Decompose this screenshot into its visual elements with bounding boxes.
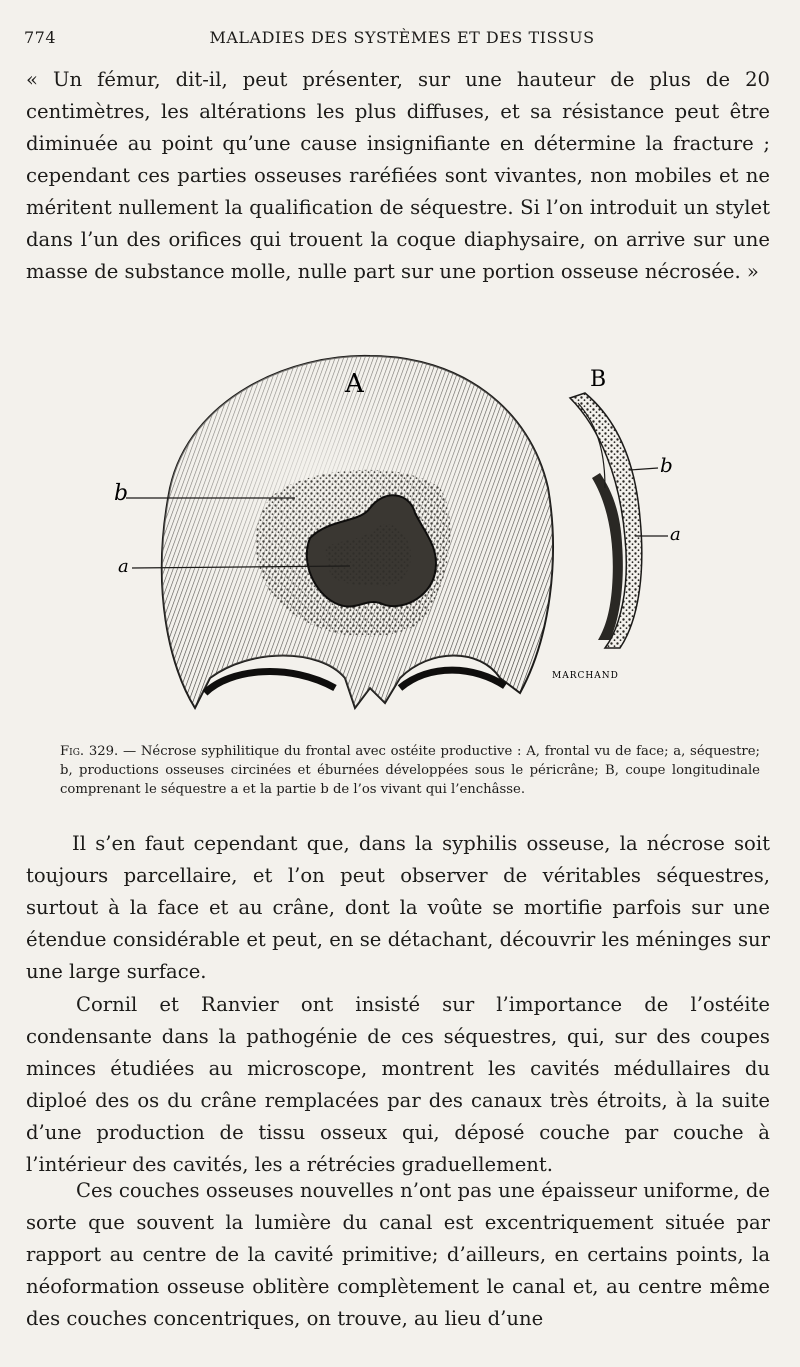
label-a-right: a	[670, 524, 681, 545]
figure-329-engraving	[100, 348, 720, 728]
frontal-bone-front-view	[162, 356, 553, 708]
paragraph-osseous-layers: Ces couches osseuses nouvelles n’ont pas une épaisseur uniforme, de sorte que souvent la lumière du canal est excentriquement située par rapport au centre de la cavité primitive; d’ailleurs, en certains points, la néoformation osseuse oblitère complètement le canal et, au centre même des couches concentriques, on trouve, au lieu d’une	[26, 1179, 770, 1330]
caption-text: — Nécrose syphilitique du frontal avec ostéite productive : A, frontal vu de face; a, séquestre; b, productions osseuses circinées et éburnées développées sous le péricrâne; B, coupe longitudinale comprenant le séquestre a et la partie b de l’os vivant qui l’enchâsse.	[60, 744, 760, 797]
page-number: 774	[24, 28, 57, 47]
label-b-left: b	[114, 481, 129, 506]
caption-fig-label: Fig. 329.	[60, 744, 119, 759]
label-a-left: a	[118, 556, 129, 577]
label-b-right: b	[660, 453, 673, 477]
label-A: A	[345, 369, 364, 399]
label-B: B	[590, 367, 607, 392]
paragraph-cornil-ranvier: Cornil et Ranvier ont insisté sur l’importance de l’ostéite condensante dans la pathogénie de ces séquestres, qui, sur des coupes minces étudiées au microscope, montrent les cavités médullaires du diploé des os du crâne remplacées par des canaux très étroits, à la suite d’une production de tissu osseux qui, déposé couche par couche à l’intérieur des cavités, les a rétrécies graduellement.	[26, 993, 770, 1176]
engraver-signature: MARCHAND	[552, 671, 619, 681]
running-title: MALADIES DES SYSTÈMES ET DES TISSUS	[209, 28, 595, 47]
page-header	[24, 22, 780, 50]
paragraph-quote: « Un fémur, dit-il, peut présenter, sur une hauteur de plus de 20 centimètres, les altérations les plus diffuses, et sa résistance peut être diminuée au point qu’une cause insignifiante en détermine la fracture ; cependant ces parties osseuses raréfiées sont vivantes, non mobiles et ne méritent nullement la qualification de séquestre. Si l’on introduit un stylet dans l’un des orifices qui trouent la coque diaphysaire, on arrive sur une masse de substance molle, nulle part sur une portion osseuse nécrosée. »	[26, 68, 770, 283]
figure-caption	[60, 742, 760, 799]
longitudinal-section-B	[570, 393, 642, 648]
paragraph-syphilis-necrosis: Il s’en faut cependant que, dans la syphilis osseuse, la nécrose soit toujours parcellaire, et l’on peut observer de véritables séquestres, surtout à la face et au crâne, dont la voûte se mortifie parfois sur une étendue considérable et peut, en se détachant, découvrir les méninges sur une large surface.	[26, 832, 770, 983]
